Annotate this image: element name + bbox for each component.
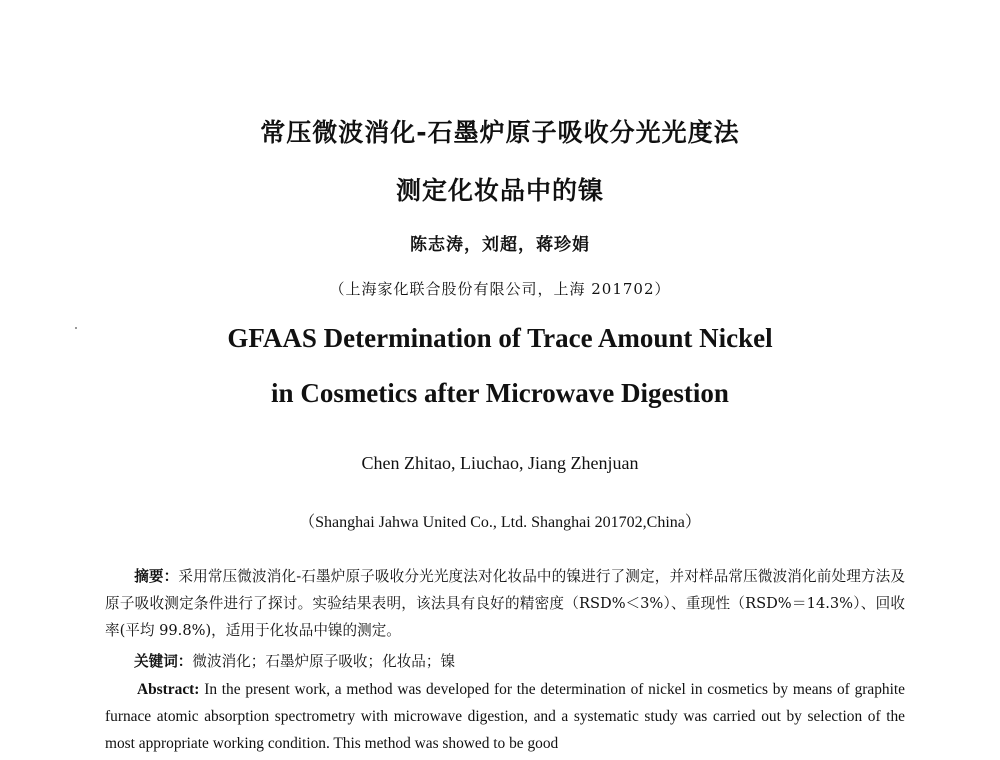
keywords-cn-label: 关键词： — [134, 653, 193, 670]
margin-mark — [75, 327, 77, 329]
abstract-cn — [105, 563, 905, 644]
abstract-en — [105, 676, 905, 757]
affiliation-en: （Shanghai Jahwa United Co., Ltd. Shanghai 201702,China） — [299, 514, 701, 531]
abstract-cn-label: 摘要： — [134, 568, 179, 585]
abstract-en-label: Abstract: — [137, 681, 200, 698]
abstract-en-text: In the present work, a method was developed for the determination of nickel in cosmetics by means of graphite furnace atomic absorption spectrometry with microwave digestion, and a systematic study was carried out by selection of the most appropriate working condition. This method was showed to be good — [105, 681, 905, 752]
keywords-cn — [134, 648, 905, 675]
title-en-line-1: GFAAS Determination of Trace Amount Nickel — [227, 323, 773, 353]
abstract-cn-text: 采用常压微波消化-石墨炉原子吸收分光光度法对化妆品中的镍进行了测定，并对样品常压微波消化前处理方法及原子吸收测定条件进行了探讨。实验结果表明，该法具有良好的精密度（RSD%＜3%）、重现性（RSD%＝14.3%）、回收率(平均 99.8%)，适用于化妆品中镍的测定。 — [105, 568, 905, 639]
keywords-cn-text: 微波消化；石墨炉原子吸收；化妆品；镍 — [192, 653, 456, 670]
title-cn-line-2: 测定化妆品中的镍 — [395, 176, 604, 205]
authors-cn: 陈志涛，刘超，蒋珍娟 — [410, 235, 590, 255]
title-en-line-2: in Cosmetics after Microwave Digestion — [271, 378, 729, 408]
affiliation-cn: （上海家化联合股份有限公司，上海 201702） — [329, 280, 671, 298]
title-cn-line-1: 常压微波消化-石墨炉原子吸收分光光度法 — [260, 118, 740, 147]
authors-en: Chen Zhitao, Liuchao, Jiang Zhenjuan — [361, 453, 639, 473]
